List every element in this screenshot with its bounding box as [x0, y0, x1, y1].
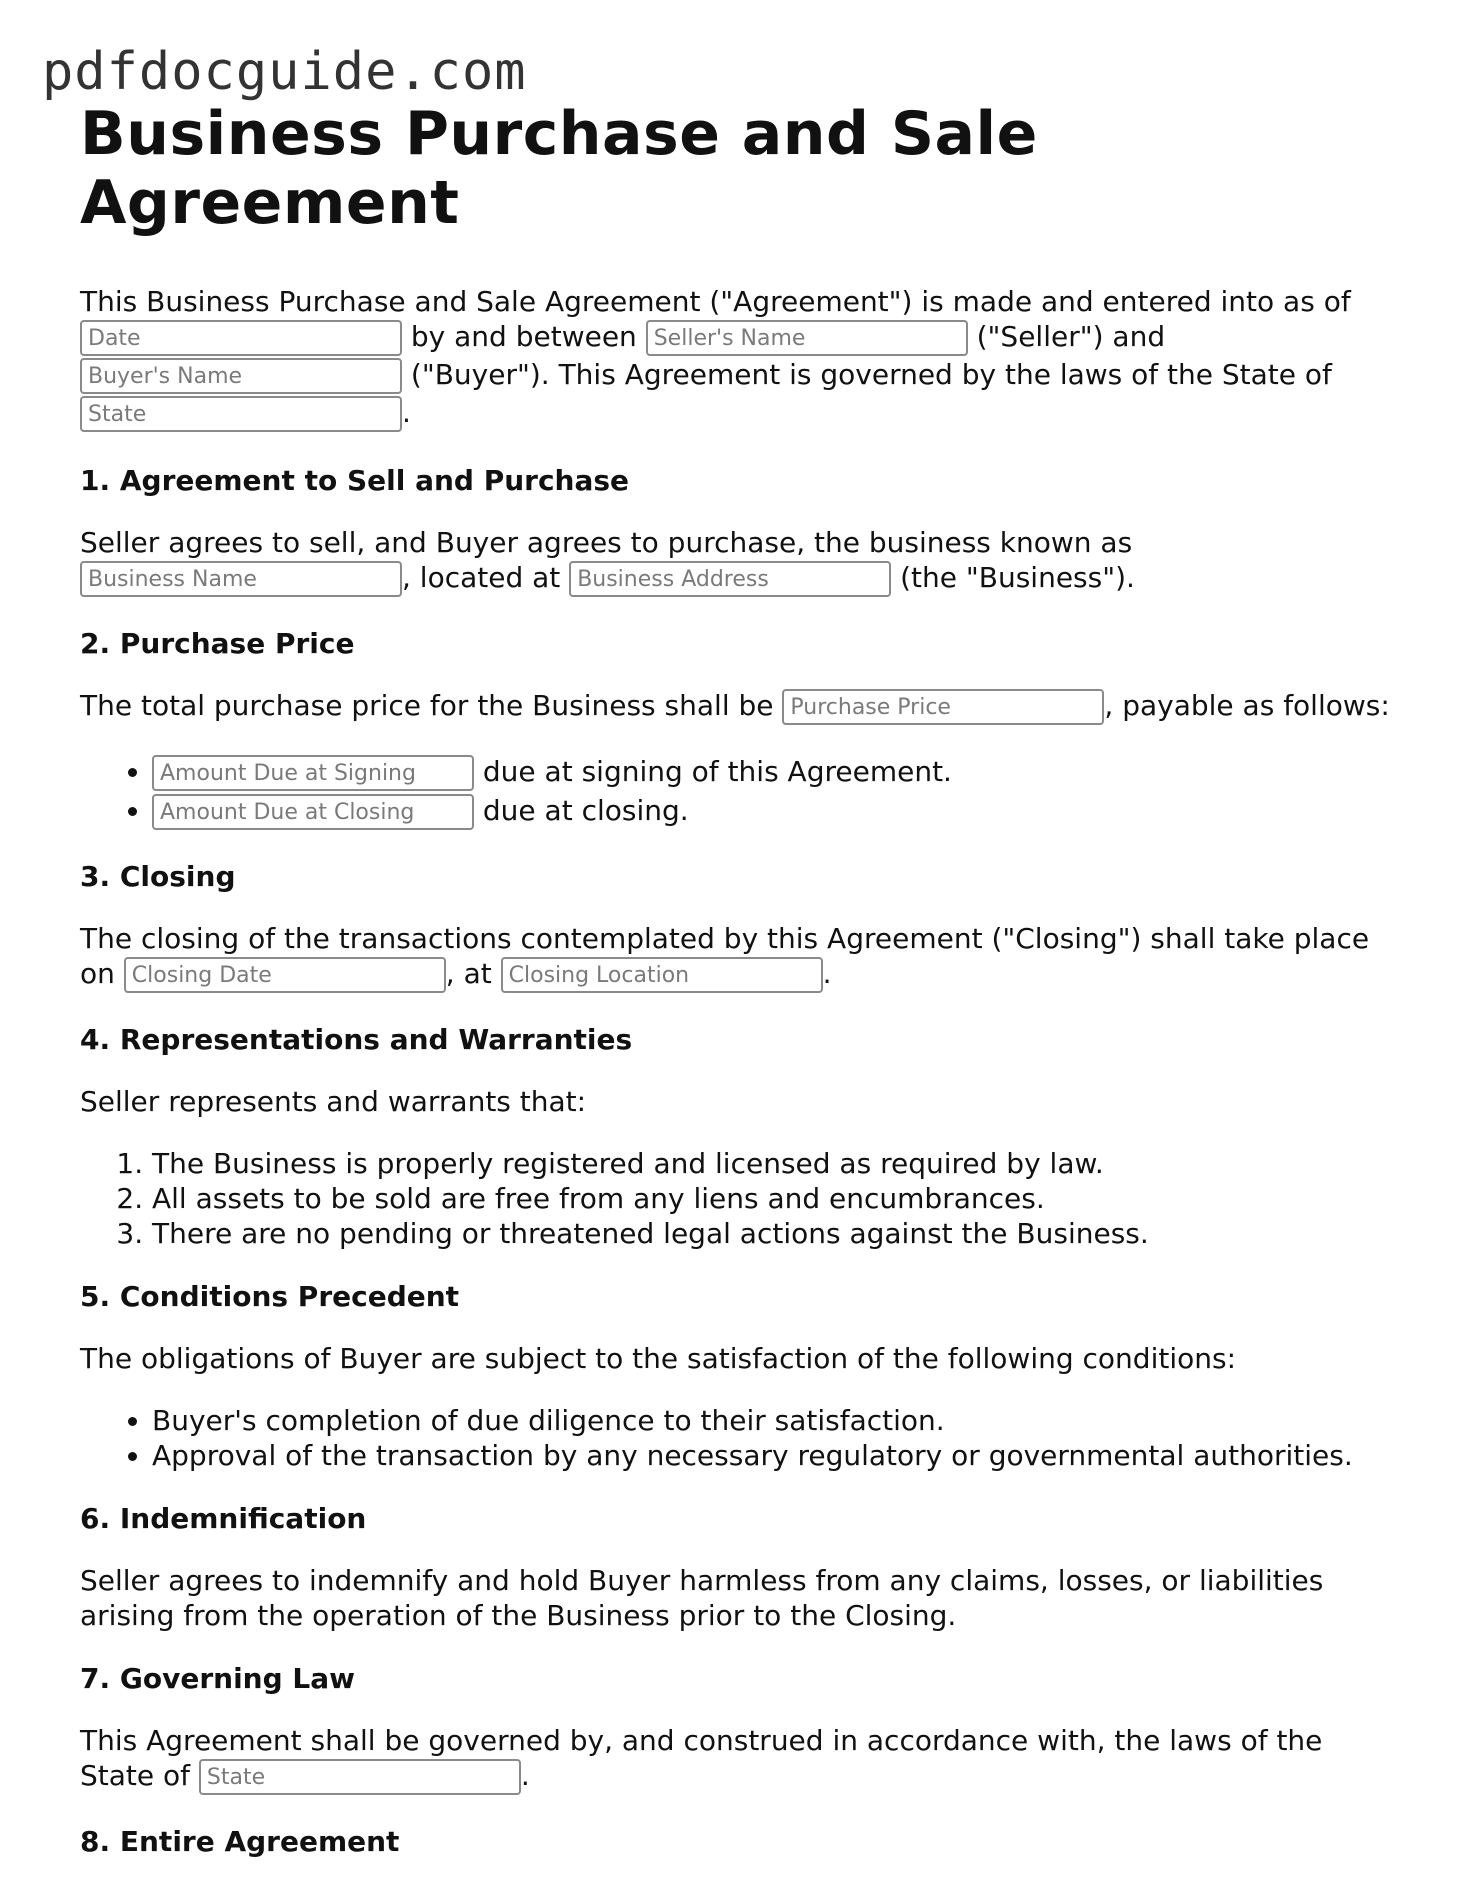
section-2-text-1: The total purchase price for the Business shall be	[80, 689, 774, 722]
section-2-heading: 2. Purchase Price	[80, 627, 355, 660]
watermark: pdfdocguide.com	[42, 42, 527, 102]
section-3-text-3: .	[822, 957, 832, 990]
buyer-name-input[interactable]	[80, 358, 402, 394]
section-7-text-2: .	[520, 1759, 530, 1792]
closing-location-input[interactable]	[501, 957, 823, 993]
section-6-heading: 6. Indemnification	[80, 1502, 367, 1535]
intro-text-2: by and between	[410, 320, 637, 353]
list-item: • Approval of the transaction by any necessary regulatory or governmental authorities.	[152, 1438, 1400, 1473]
section-1-text-2: , located at	[402, 561, 561, 594]
closing-date-input[interactable]	[124, 957, 446, 993]
closing-text: due at closing.	[482, 794, 689, 827]
purchase-price-input[interactable]	[782, 689, 1104, 725]
section-2-body	[80, 688, 1400, 726]
document	[80, 100, 1400, 1859]
list-item: • Buyer's completion of due diligence to their satisfaction.	[152, 1403, 1400, 1438]
signing-text: due at signing of this Agreement.	[482, 755, 952, 788]
warranties-list	[80, 1146, 1400, 1251]
section-6-body: Seller agrees to indemnify and hold Buyer harmless from any claims, losses, or liabilities arising from the operation of the Business prior to the Closing.	[80, 1564, 1324, 1632]
business-address-input[interactable]	[569, 561, 891, 597]
list-item	[152, 792, 1400, 831]
intro-text-5: .	[402, 396, 411, 429]
payment-list	[80, 753, 1400, 831]
section-8-heading: 8. Entire Agreement	[80, 1825, 400, 1858]
section-1-heading: 1. Agreement to Sell and Purchase	[80, 464, 630, 497]
list-item: 3. There are no pending or threatened legal actions against the Business.	[152, 1216, 1400, 1251]
intro-text-4: ("Buyer"). This Agreement is governed by the laws of the State of	[410, 358, 1332, 391]
state-input[interactable]	[80, 396, 402, 432]
section-1-text-1: Seller agrees to sell, and Buyer agrees to purchase, the business known as	[80, 526, 1133, 559]
conditions-list	[80, 1403, 1400, 1473]
list-item	[152, 753, 1400, 792]
section-7-body	[80, 1723, 1400, 1796]
section-4-heading: 4. Representations and Warranties	[80, 1023, 633, 1056]
section-7-text-1: This Agreement shall be governed by, and construed in accordance with, the laws of the State of	[80, 1724, 1323, 1792]
section-3-body	[80, 921, 1400, 994]
amount-due-signing-input[interactable]	[152, 755, 474, 791]
section-5-intro: The obligations of Buyer are subject to the satisfaction of the following conditions:	[80, 1342, 1237, 1375]
section-1-body	[80, 525, 1400, 598]
section-3-text-1: The closing of the transactions contemplated by this Agreement ("Closing") shall take place on	[80, 922, 1370, 990]
section-3-text-2: , at	[445, 957, 492, 990]
intro-paragraph	[80, 284, 1400, 433]
section-4-intro: Seller represents and warrants that:	[80, 1085, 587, 1118]
date-input[interactable]	[80, 320, 402, 356]
amount-due-closing-input[interactable]	[152, 794, 474, 830]
section-5-heading: 5. Conditions Precedent	[80, 1280, 460, 1313]
seller-name-input[interactable]	[646, 320, 968, 356]
list-item: 2. All assets to be sold are free from any liens and encumbrances.	[152, 1181, 1400, 1216]
section-7-heading: 7. Governing Law	[80, 1662, 355, 1695]
list-item: 1. The Business is properly registered and licensed as required by law.	[152, 1146, 1400, 1181]
business-name-input[interactable]	[80, 561, 402, 597]
intro-text-3: ("Seller") and	[976, 320, 1166, 353]
page-title: Business Purchase and Sale Agreement	[80, 99, 1038, 238]
governing-state-input[interactable]	[199, 1759, 521, 1795]
section-1-text-3: (the "Business").	[900, 561, 1135, 594]
section-2-text-2: , payable as follows:	[1104, 689, 1390, 722]
section-3-heading: 3. Closing	[80, 860, 236, 893]
intro-text-1: This Business Purchase and Sale Agreement ("Agreement") is made and entered into as of	[80, 285, 1351, 318]
